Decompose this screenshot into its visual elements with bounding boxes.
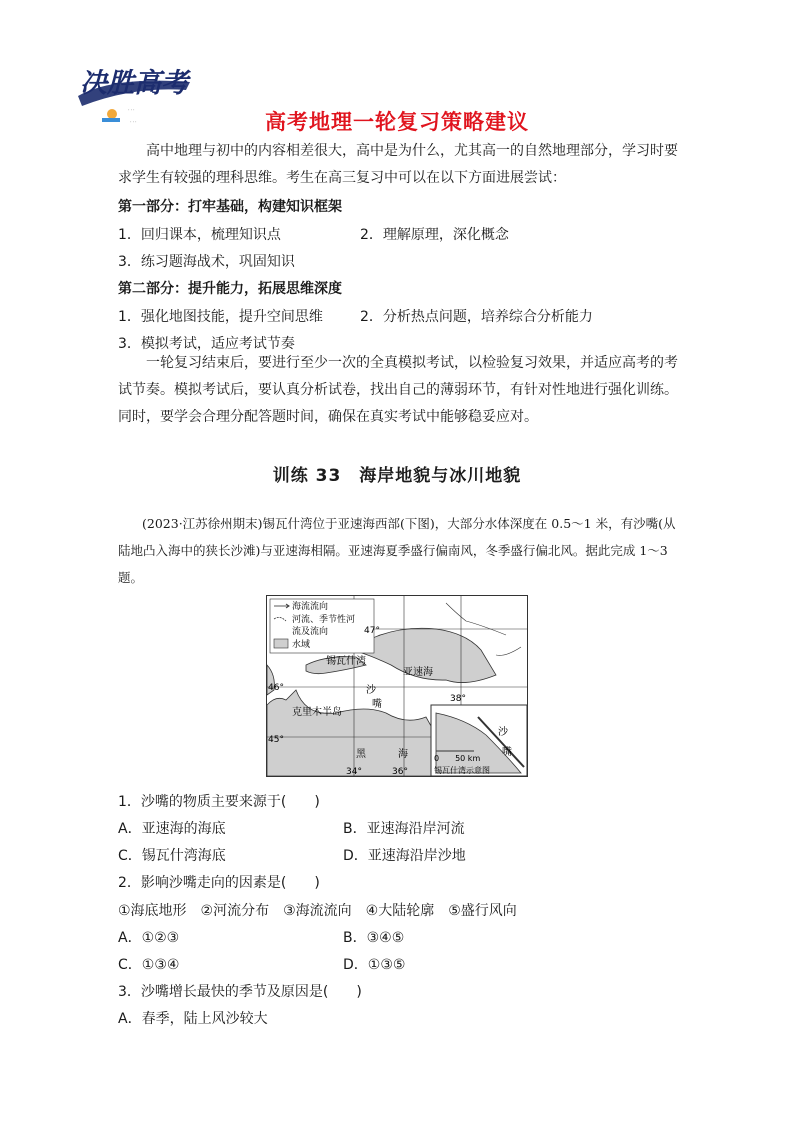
label-spit-c: 沙 <box>498 727 508 738</box>
part1-item-1: 1．回归课本，梳理知识点 <box>118 227 281 243</box>
svg-text:．．．: ．．． <box>128 106 139 112</box>
legend-river-2: 流及流向 <box>292 627 329 637</box>
logo-text: 决胜高考 <box>80 68 188 99</box>
question-3-stem: 3．沙嘴增长最快的季节及原因是( ) <box>118 984 362 1000</box>
label-bay: 锡瓦什湾 <box>326 656 366 667</box>
label-spit-d: 嘴 <box>502 747 512 758</box>
part2-item-2: 2．分析热点问题，培养综合分析能力 <box>360 309 593 325</box>
label-azov: 亚速海 <box>403 667 433 678</box>
legend-river: 河流、季节性河 <box>292 615 356 625</box>
label-spit-b: 嘴 <box>372 699 382 710</box>
section-intro: (2023·江苏徐州期末)锡瓦什湾位于亚速海西部(下图)，大部分水体深度在 0.5～1 米，有沙嘴(从陆地凸入海中的狭长沙滩)与亚速海相隔。亚速海夏季盛行偏南风，冬季盛行偏北风。据此完成 1～3 题。 <box>118 516 676 585</box>
label-black-2: 海 <box>398 749 408 760</box>
question-2-stem: 2．影响沙嘴走向的因素是( ) <box>118 875 320 891</box>
label-inset-caption: 锡瓦什湾示意图 <box>434 766 490 775</box>
question-1-stem: 1．沙嘴的物质主要来源于( ) <box>118 794 320 810</box>
question-3-option-a: A．春季，陆上风沙较大 <box>118 1011 268 1027</box>
intro-paragraph: 高中地理与初中的内容相差很大，高中是为什么，尤其高一的自然地理部分，学习时要求学生有较强的理科思维。考生在高三复习中可以在以下方面进展尝试： <box>118 143 678 186</box>
question-1-option-c: C．锡瓦什湾海底 <box>118 848 226 864</box>
svg-text:．．．: ．．． <box>130 118 141 124</box>
part2-item-3: 3．模拟考试，适应考试节奏 <box>118 336 295 352</box>
label-black-1: 黑 <box>356 749 366 760</box>
map-figure <box>266 595 528 777</box>
label-spit-a: 沙 <box>366 685 376 696</box>
closing-paragraph: 一轮复习结束后，要进行至少一次的全真模拟考试，以检验复习效果，并适应高考的考试节奏。模拟考试后，要认真分析试卷，找出自己的薄弱环节，有针对性地进行强化训练。同时，要学会合理分配答题时间，确保在真实考试中能够稳妥应对。 <box>118 355 678 425</box>
question-1-option-d: D．亚速海沿岸沙地 <box>343 848 466 864</box>
question-2-option-d: D．①③⑤ <box>343 957 406 973</box>
label-lat47: 47° <box>364 626 380 636</box>
part2-heading: 第二部分：提升能力，拓展思维深度 <box>118 281 342 297</box>
question-1-option-a: A．亚速海的海底 <box>118 821 226 837</box>
question-2-factors: ①海底地形 ②河流分布 ③海流流向 ④大陆轮廓 ⑤盛行风向 <box>118 903 517 919</box>
question-1-option-b: B．亚速海沿岸河流 <box>343 821 465 837</box>
part1-item-2: 2．理解原理，深化概念 <box>360 227 509 243</box>
label-peninsula: 克里木半岛 <box>292 707 342 718</box>
label-lat45: 45° <box>268 735 284 745</box>
legend-current: 海流流向 <box>292 602 329 612</box>
page-title: 高考地理一轮复习策略建议 <box>265 110 529 134</box>
part1-item-3: 3．练习题海战术，巩固知识 <box>118 254 295 270</box>
part2-item-1: 1．强化地图技能，提升空间思维 <box>118 309 323 325</box>
label-scale: 0 50 km <box>434 754 481 763</box>
label-lon34: 34° <box>346 767 362 777</box>
label-lon36: 36° <box>392 767 408 777</box>
label-lon38: 38° <box>450 694 466 704</box>
question-2-option-a: A．①②③ <box>118 930 180 946</box>
section-title: 训练 33 海岸地貌与冰川地貌 <box>272 466 522 486</box>
label-lat46: 46° <box>268 683 284 693</box>
question-2-option-b: B．③④⑤ <box>343 930 405 946</box>
part1-heading: 第一部分：打牢基础，构建知识框架 <box>118 199 342 215</box>
legend-water: 水域 <box>292 640 311 650</box>
question-2-option-c: C．①③④ <box>118 957 180 973</box>
